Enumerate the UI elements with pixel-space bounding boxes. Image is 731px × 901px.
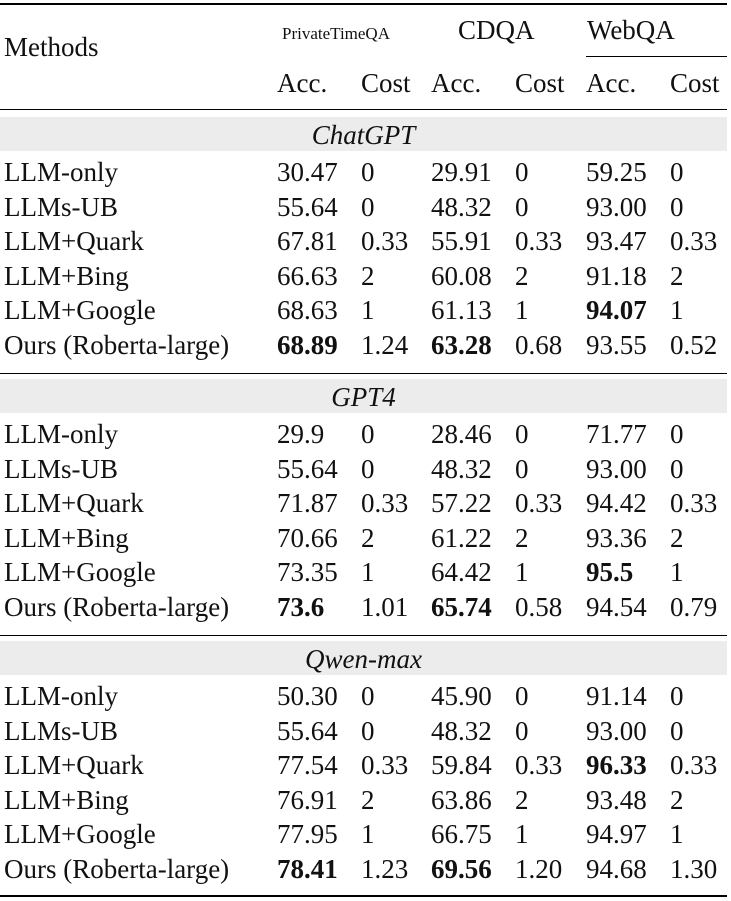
- accuracy-cell: 91.14: [586, 681, 647, 711]
- cost-cell: 2: [515, 784, 529, 815]
- cost-cell: 0: [361, 419, 375, 449]
- method-name: LLM+Quark: [4, 226, 144, 256]
- cost-cell: 0.33: [361, 226, 409, 256]
- cost-cell: 2: [670, 784, 684, 815]
- accuracy-cell: 48.32: [431, 453, 492, 484]
- accuracy-cell: 68.89: [277, 329, 338, 360]
- method-name: LLM+Bing: [4, 784, 129, 815]
- methods-header: Methods: [4, 32, 99, 62]
- cost-cell: 0: [515, 191, 529, 222]
- section-rule: [0, 373, 727, 374]
- webqa-cmidrule: [586, 56, 727, 57]
- cost-cell: 0.79: [670, 591, 718, 622]
- cost-cell: 0: [361, 681, 375, 711]
- cost-cell: 0: [670, 157, 684, 187]
- cost-cell: 0: [670, 715, 684, 746]
- accuracy-cell: 61.13: [431, 295, 492, 325]
- cost-cell: 1: [361, 557, 375, 587]
- accuracy-cell: 93.00: [586, 715, 647, 746]
- accuracy-cell: 71.77: [586, 419, 647, 449]
- accuracy-cell: 60.08: [431, 260, 492, 291]
- accuracy-cell: 93.55: [586, 329, 647, 360]
- method-name: LLM+Google: [4, 295, 156, 325]
- accuracy-cell: 55.64: [277, 191, 338, 222]
- accuracy-cell: 28.46: [431, 419, 492, 449]
- subheader-cost: Cost: [361, 68, 411, 98]
- section-rule: [0, 635, 727, 636]
- accuracy-cell: 29.91: [431, 157, 492, 187]
- cost-cell: 1.30: [670, 853, 718, 884]
- accuracy-cell: 93.00: [586, 453, 647, 484]
- cost-cell: 2: [670, 522, 684, 553]
- cost-cell: 0: [515, 157, 529, 187]
- cost-cell: 0: [670, 453, 684, 484]
- accuracy-cell: 55.91: [431, 226, 492, 256]
- method-name: Ours (Roberta-large): [4, 853, 230, 884]
- cost-cell: 0: [515, 681, 529, 711]
- dataset-header-privatetimeqa: PrivateTimeQA: [282, 24, 390, 43]
- cost-cell: 0: [361, 715, 375, 746]
- cost-cell: 0.33: [670, 750, 718, 780]
- cost-cell: 0.33: [670, 488, 718, 518]
- cost-cell: 0: [670, 419, 684, 449]
- cost-cell: 1.23: [361, 853, 409, 884]
- accuracy-cell: 66.75: [431, 819, 492, 849]
- cost-cell: 0.33: [515, 750, 563, 780]
- accuracy-cell: 59.25: [586, 157, 647, 187]
- accuracy-cell: 93.48: [586, 784, 647, 815]
- accuracy-cell: 55.64: [277, 715, 338, 746]
- subheader-acc: Acc.: [277, 68, 328, 98]
- cost-cell: 0.33: [515, 488, 563, 518]
- accuracy-cell: 73.6: [277, 591, 325, 622]
- accuracy-cell: 48.32: [431, 715, 492, 746]
- cost-cell: 1: [670, 295, 684, 325]
- method-name: Ours (Roberta-large): [4, 591, 230, 622]
- section-title: ChatGPT: [311, 120, 416, 150]
- subheader-acc: Acc.: [586, 68, 637, 98]
- dataset-header-webqa: WebQA: [587, 15, 675, 45]
- cost-cell: 0.33: [361, 488, 409, 518]
- cost-cell: 0: [515, 419, 529, 449]
- cost-cell: 1: [670, 819, 684, 849]
- section-title: GPT4: [331, 382, 396, 412]
- cost-cell: 2: [361, 522, 375, 553]
- cost-cell: 2: [670, 260, 684, 291]
- accuracy-cell: 77.95: [277, 819, 338, 849]
- cost-cell: 0.68: [515, 329, 563, 360]
- accuracy-cell: 57.22: [431, 488, 492, 518]
- accuracy-cell: 73.35: [277, 557, 338, 587]
- cost-cell: 0.52: [670, 329, 718, 360]
- cost-cell: 0: [361, 157, 375, 187]
- accuracy-cell: 70.66: [277, 522, 338, 553]
- method-name: LLM-only: [4, 157, 118, 187]
- accuracy-cell: 93.00: [586, 191, 647, 222]
- cost-cell: 2: [515, 522, 529, 553]
- method-name: LLM-only: [4, 681, 118, 711]
- cost-cell: 1: [670, 557, 684, 587]
- cost-cell: 0.33: [670, 226, 718, 256]
- accuracy-cell: 94.97: [586, 819, 647, 849]
- method-name: LLM+Google: [4, 557, 156, 587]
- cost-cell: 2: [361, 260, 375, 291]
- accuracy-cell: 65.74: [431, 591, 492, 622]
- accuracy-cell: 61.22: [431, 522, 492, 553]
- cost-cell: 1: [515, 557, 529, 587]
- accuracy-cell: 78.41: [277, 853, 338, 884]
- accuracy-cell: 93.36: [586, 522, 647, 553]
- cost-cell: 0.33: [361, 750, 409, 780]
- accuracy-cell: 67.81: [277, 226, 338, 256]
- accuracy-cell: 59.84: [431, 750, 492, 780]
- accuracy-cell: 95.5: [586, 557, 634, 587]
- cost-cell: 2: [361, 784, 375, 815]
- accuracy-cell: 77.54: [277, 750, 338, 780]
- method-name: LLM+Bing: [4, 522, 129, 553]
- accuracy-cell: 94.54: [586, 591, 647, 622]
- accuracy-cell: 94.07: [586, 295, 647, 325]
- accuracy-cell: 66.63: [277, 260, 338, 291]
- method-name: LLMs-UB: [4, 191, 118, 222]
- cost-cell: 0: [670, 191, 684, 222]
- cost-cell: 1.20: [515, 853, 563, 884]
- method-name: Ours (Roberta-large): [4, 329, 230, 360]
- accuracy-cell: 69.56: [431, 853, 492, 884]
- accuracy-cell: 94.68: [586, 853, 647, 884]
- cost-cell: 0: [515, 715, 529, 746]
- cost-cell: 1: [361, 295, 375, 325]
- accuracy-cell: 76.91: [277, 784, 338, 815]
- cost-cell: 0: [361, 191, 375, 222]
- method-name: LLM-only: [4, 419, 118, 449]
- accuracy-cell: 63.86: [431, 784, 492, 815]
- subheader-cost: Cost: [670, 68, 720, 98]
- accuracy-cell: 96.33: [586, 750, 647, 780]
- accuracy-cell: 45.90: [431, 681, 492, 711]
- subheader-acc: Acc.: [431, 68, 482, 98]
- cost-cell: 0: [515, 453, 529, 484]
- accuracy-cell: 29.9: [277, 419, 325, 449]
- cost-cell: 1.01: [361, 591, 409, 622]
- accuracy-cell: 71.87: [277, 488, 338, 518]
- table-top-rule: [0, 3, 727, 5]
- accuracy-cell: 30.47: [277, 157, 338, 187]
- cost-cell: 1.24: [361, 329, 409, 360]
- accuracy-cell: 94.42: [586, 488, 647, 518]
- cost-cell: 0: [361, 453, 375, 484]
- method-name: LLM+Bing: [4, 260, 129, 291]
- accuracy-cell: 50.30: [277, 681, 338, 711]
- accuracy-cell: 91.18: [586, 260, 647, 291]
- accuracy-cell: 55.64: [277, 453, 338, 484]
- subheader-cost: Cost: [515, 68, 565, 98]
- table-bottom-rule: [0, 895, 727, 897]
- header-rule: [0, 109, 727, 110]
- dataset-header-cdqa: CDQA: [458, 15, 535, 45]
- accuracy-cell: 63.28: [431, 329, 492, 360]
- cost-cell: 1: [361, 819, 375, 849]
- method-name: LLMs-UB: [4, 453, 118, 484]
- cost-cell: 0.33: [515, 226, 563, 256]
- method-name: LLM+Quark: [4, 488, 144, 518]
- cost-cell: 1: [515, 295, 529, 325]
- accuracy-cell: 68.63: [277, 295, 338, 325]
- cost-cell: 2: [515, 260, 529, 291]
- accuracy-cell: 64.42: [431, 557, 492, 587]
- cost-cell: 0.58: [515, 591, 563, 622]
- accuracy-cell: 93.47: [586, 226, 647, 256]
- cost-cell: 0: [670, 681, 684, 711]
- method-name: LLMs-UB: [4, 715, 118, 746]
- method-name: LLM+Google: [4, 819, 156, 849]
- cost-cell: 1: [515, 819, 529, 849]
- method-name: LLM+Quark: [4, 750, 144, 780]
- section-title: Qwen-max: [305, 644, 422, 674]
- accuracy-cell: 48.32: [431, 191, 492, 222]
